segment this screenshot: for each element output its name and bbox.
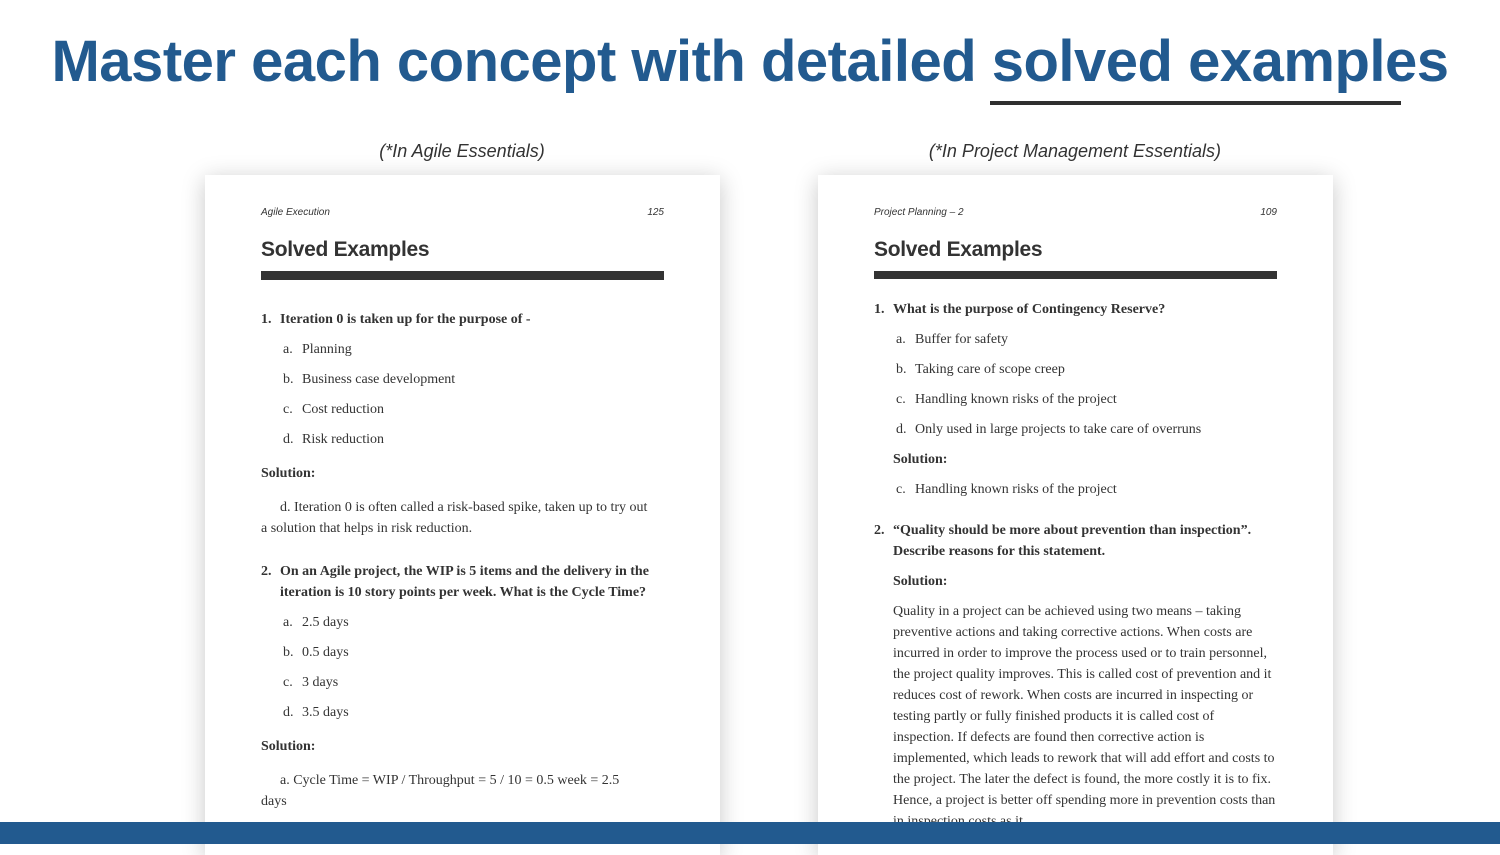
- question-number: 1.: [874, 302, 885, 317]
- solution-label: Solution:: [893, 452, 948, 467]
- option: [261, 612, 664, 633]
- solution-label: Solution:: [893, 574, 948, 589]
- option-text: 2.5 days: [302, 615, 349, 630]
- option-letter: b.: [283, 372, 294, 387]
- left-book-page: [205, 175, 720, 855]
- running-head-title: Agile Execution: [261, 207, 330, 218]
- section-rule: [261, 271, 664, 280]
- question-text: Iteration 0 is taken up for the purpose of -: [280, 312, 531, 327]
- question-number: 2.: [261, 564, 272, 579]
- headline: Master each concept with detailed solved examples: [51, 29, 1449, 94]
- page-number: 109: [1260, 207, 1277, 218]
- question: [261, 309, 664, 330]
- question: [874, 299, 1277, 320]
- solution-text: Quality in a project can be achieved using two means – taking preventive actions and taking corrective actions. When costs are incurred in order to improve the process used or to train personnel, the project quality improves. This is called cost of prevention and it reduces cost of rework. When costs are incurred in inspecting or testing partly or fully finished products it is called cost of inspection. If defects are found then corrective action is implemented, which leads to rework that will add effort and costs to the project. The later the defect is found, the more costly it is to fix. Hence, a project is better off spending more in prevention costs than: [893, 604, 1276, 808]
- left-question-2: [261, 561, 664, 812]
- section-title: Solved Examples: [874, 238, 1043, 261]
- option-letter: a.: [283, 342, 293, 357]
- option-text: Risk reduction: [302, 432, 385, 447]
- headline-underline: [990, 101, 1401, 105]
- running-head-title: Project Planning – 2: [874, 207, 964, 218]
- option-letter: b.: [896, 362, 907, 377]
- option-text: Cost reduction: [302, 402, 385, 417]
- option: [261, 339, 664, 360]
- right-book-page: [818, 175, 1333, 855]
- option-text: Only used in large projects to take care of overruns: [915, 422, 1202, 437]
- question: [261, 561, 664, 603]
- section-title: Solved Examples: [261, 238, 430, 261]
- option-text: Handling known risks of the project: [915, 392, 1117, 407]
- footer-bar: [0, 822, 1500, 844]
- option-text: Taking care of scope creep: [915, 362, 1065, 377]
- option: [261, 642, 664, 663]
- right-question-1: [874, 299, 1277, 500]
- option-letter: c.: [896, 392, 906, 407]
- option-letter: d.: [896, 422, 907, 437]
- option: [261, 369, 664, 390]
- solution-text: d. Iteration 0 is often called a risk-based spike, taken up to try out a solution that helps in risk reduction.: [261, 500, 648, 536]
- section-rule: [874, 271, 1277, 279]
- solution-text: a. Cycle Time = WIP / Throughput = 5 / 10 = 0.5 week = 2.5 days: [261, 773, 620, 809]
- option-text: Business case development: [302, 372, 456, 387]
- option-letter: d.: [283, 705, 294, 720]
- option: [261, 672, 664, 693]
- question: [874, 520, 1277, 562]
- option: [874, 419, 1277, 440]
- option: [874, 329, 1277, 350]
- left-caption: (*In Agile Essentials): [379, 141, 545, 161]
- option-text: 3.5 days: [302, 705, 349, 720]
- option: [261, 399, 664, 420]
- option-text: Handling known risks of the project: [915, 482, 1117, 497]
- left-running-head: [261, 207, 664, 218]
- option-letter: b.: [283, 645, 294, 660]
- solution-answer: [874, 479, 1277, 500]
- option-letter: d.: [283, 432, 294, 447]
- question-text: What is the purpose of Contingency Reserve?: [893, 302, 1166, 317]
- question-number: 1.: [261, 312, 272, 327]
- right-caption: (*In Project Management Essentials): [928, 141, 1222, 161]
- option-letter: a.: [283, 615, 293, 630]
- right-question-2: [874, 520, 1277, 832]
- option-letter: c.: [896, 482, 906, 497]
- option-text: Buffer for safety: [915, 332, 1009, 347]
- option-letter: c.: [283, 675, 293, 690]
- option: [874, 359, 1277, 380]
- question-number: 2.: [874, 523, 885, 538]
- option-text: Planning: [302, 342, 352, 357]
- option-text: 3 days: [302, 675, 339, 690]
- solution-label: Solution:: [261, 739, 316, 754]
- solution-label: Solution:: [261, 466, 316, 481]
- option: [261, 702, 664, 723]
- page-number: 125: [647, 207, 664, 218]
- option: [874, 389, 1277, 410]
- option-letter: c.: [283, 402, 293, 417]
- option-letter: a.: [896, 332, 906, 347]
- right-running-head: [874, 207, 1277, 218]
- option: [261, 429, 664, 450]
- option-text: 0.5 days: [302, 645, 349, 660]
- question-text: “Quality should be more about prevention than inspection”. Describe reasons for this statement.: [893, 523, 1252, 559]
- left-question-1: [261, 309, 664, 539]
- question-text: On an Agile project, the WIP is 5 items and the delivery in the iteration is 10 story points per week. What is the Cycle Time?: [280, 564, 649, 600]
